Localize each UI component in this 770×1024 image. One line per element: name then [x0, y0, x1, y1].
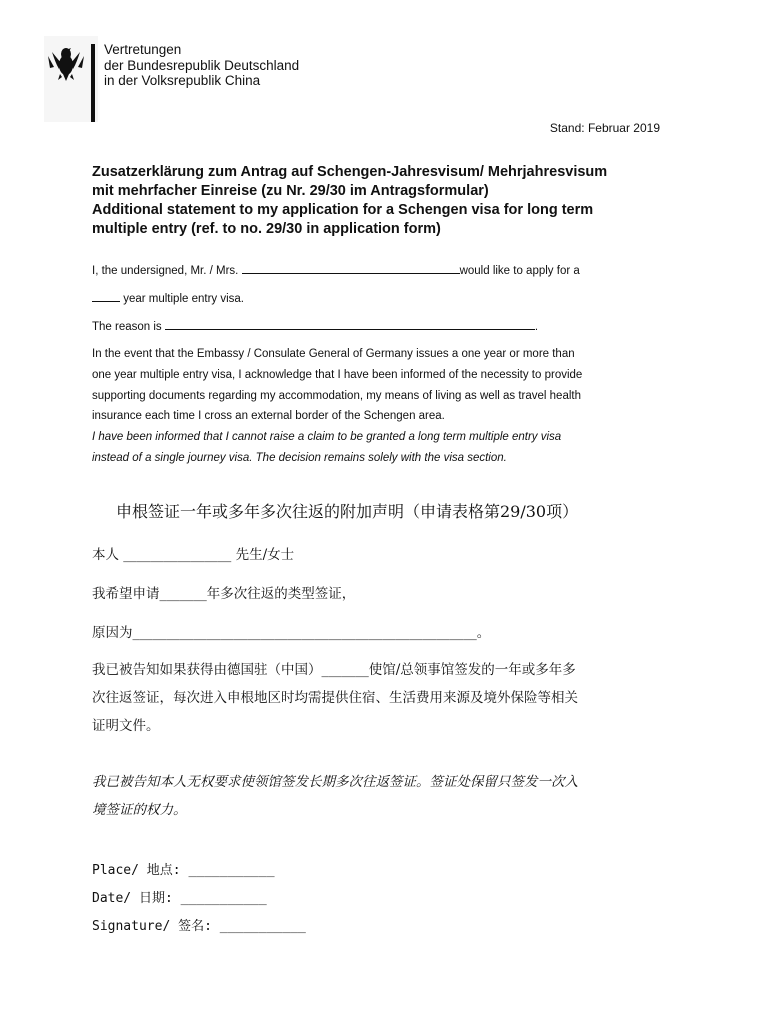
statement-line: one year multiple entry visa, I acknowledge that I have been informed of the necessity to provide	[92, 368, 583, 381]
chinese-reason-line[interactable]: 原因为___________________________________________________。	[92, 625, 491, 641]
chinese-italic-line: 我已被告知本人无权要求使领馆签发长期多次往返签证。签证处保留只签发一次入	[92, 774, 578, 790]
org-line-3: in der Volksrepublik China	[104, 73, 261, 88]
chinese-statement-line: 次往返签证，每次进入申根地区时均需提供住宿、生活费用来源及境外保险等相关	[92, 690, 578, 706]
years-line	[92, 289, 672, 310]
chinese-italic-statement	[92, 768, 578, 824]
title-line-2: mit mehrfacher Einreise (zu Nr. 29/30 im Antragsformular)	[92, 183, 489, 199]
italic-statement-line: instead of a single journey visa. The decision remains solely with the visa section.	[92, 451, 507, 464]
italic-statement-line: I have been informed that I cannot raise a claim to be granted a long term multiple entry visa	[92, 431, 562, 444]
reason-field[interactable]	[165, 318, 535, 330]
chinese-statement	[92, 656, 578, 740]
org-line-1: Vertretungen	[104, 42, 182, 57]
federal-eagle-icon	[44, 36, 98, 122]
years-field[interactable]	[92, 290, 120, 302]
chinese-italic-line: 境签证的权力。	[92, 802, 187, 818]
chinese-title: 申根签证一年或多年多次往返的附加声明（申请表格第29/30项）	[116, 502, 579, 521]
name-field[interactable]	[242, 262, 460, 274]
year-visa-label: year multiple entry visa.	[123, 293, 244, 305]
chinese-statement-line: 我已被告知如果获得由德国驻（中国）_______使馆/总领事馆签发的一年或多年多	[92, 662, 576, 678]
chinese-name-line[interactable]: 本人 ________________ 先生/女士	[92, 547, 295, 563]
header-rule	[91, 44, 95, 122]
reason-label: The reason is	[92, 321, 162, 333]
undersigned-label: I, the undersigned, Mr. / Mrs.	[92, 265, 239, 277]
date-field[interactable]: Date/ 日期: ___________	[92, 891, 267, 906]
document-title	[92, 163, 692, 239]
apply-label: would like to apply for a	[459, 265, 580, 277]
name-line	[92, 261, 672, 282]
chinese-years-line[interactable]: 我希望申请_______年多次往返的类型签证，	[92, 586, 356, 602]
statement-line: In the event that the Embassy / Consulate General of Germany issues a one year or more than	[92, 348, 575, 360]
title-line-1: Zusatzerklärung zum Antrag auf Schengen-Jahresvisum/ Mehrjahresvisum	[92, 164, 608, 180]
chinese-statement-line: 证明文件。	[92, 718, 160, 734]
statement-line: supporting documents regarding my accommodation, my means of living as well as travel health	[92, 389, 581, 402]
reason-end: .	[534, 321, 539, 333]
org-line-2: der Bundesrepublik Deutschland	[104, 57, 300, 73]
place-field[interactable]: Place/ 地点: ___________	[92, 863, 275, 878]
title-line-4: multiple entry (ref. to no. 29/30 in application form)	[92, 221, 441, 237]
title-line-3: Additional statement to my application for a Schengen visa for long term	[92, 202, 594, 218]
version-date: Stand: Februar 2019	[549, 121, 660, 135]
signature-field[interactable]: Signature/ 签名: ___________	[92, 919, 306, 934]
statement-line: insurance each time I cross an external border of the Schengen area.	[92, 410, 445, 423]
english-statement	[92, 344, 672, 469]
issuing-authority	[104, 42, 299, 89]
reason-line	[92, 317, 672, 338]
